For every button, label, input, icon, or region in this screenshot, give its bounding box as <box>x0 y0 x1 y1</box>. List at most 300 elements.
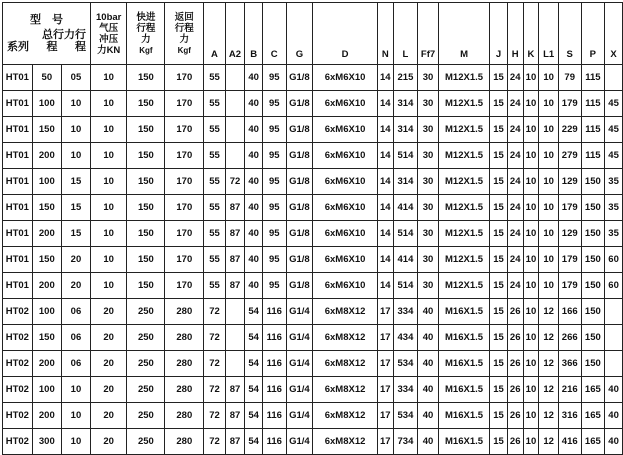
cell-L: 514 <box>393 143 418 169</box>
cell-series: HT02 <box>3 299 33 325</box>
cell-A2: 87 <box>225 221 245 247</box>
cell-H: 26 <box>507 429 523 455</box>
cell-L: 534 <box>393 403 418 429</box>
cell-return-kgf: 280 <box>165 403 204 429</box>
cell-pressure-kn: 10 <box>90 169 126 195</box>
cell-fast-kgf: 150 <box>127 221 165 247</box>
cell-A: 55 <box>204 169 225 195</box>
cell-return-kgf: 170 <box>165 65 204 91</box>
cell-total-stroke: 100 <box>32 91 61 117</box>
cell-H: 24 <box>507 143 523 169</box>
cell-K: 10 <box>523 195 539 221</box>
cell-L: 334 <box>393 299 418 325</box>
cell-S: 179 <box>558 91 581 117</box>
cell-D: 6xM8X12 <box>313 351 378 377</box>
cell-force-stroke: 10 <box>61 143 90 169</box>
cell-L1: 10 <box>539 247 559 273</box>
cell-total-stroke: 150 <box>32 247 61 273</box>
cell-B: 40 <box>245 273 263 299</box>
cell-fast-kgf: 150 <box>127 143 165 169</box>
cell-X: 40 <box>605 377 623 403</box>
cell-A2 <box>225 143 245 169</box>
cell-series: HT01 <box>3 117 33 143</box>
cell-D: 6xM8X12 <box>313 299 378 325</box>
cell-K: 10 <box>523 143 539 169</box>
cell-A: 72 <box>204 429 225 455</box>
cell-G: G1/4 <box>286 429 313 455</box>
cell-force-stroke: 10 <box>61 429 90 455</box>
cell-P: 150 <box>581 247 605 273</box>
dim-header-S: S <box>558 3 581 65</box>
cell-K: 10 <box>523 377 539 403</box>
cell-A2 <box>225 117 245 143</box>
cell-A: 72 <box>204 299 225 325</box>
table-row <box>3 403 623 429</box>
cell-S: 279 <box>558 143 581 169</box>
cell-C: 116 <box>262 299 286 325</box>
cell-fast-kgf: 150 <box>127 91 165 117</box>
cell-C: 95 <box>262 221 286 247</box>
cell-A2: 87 <box>225 429 245 455</box>
cell-A: 55 <box>204 91 225 117</box>
cell-A2: 87 <box>225 195 245 221</box>
cell-return-kgf: 280 <box>165 351 204 377</box>
cell-series: HT01 <box>3 65 33 91</box>
cell-force-stroke: 20 <box>61 247 90 273</box>
cell-force-stroke: 20 <box>61 273 90 299</box>
cell-J: 15 <box>490 429 508 455</box>
cell-return-kgf: 280 <box>165 325 204 351</box>
cell-M: M16X1.5 <box>438 299 489 325</box>
cell-J: 15 <box>490 169 508 195</box>
table-row <box>3 195 623 221</box>
cell-P: 115 <box>581 91 605 117</box>
cell-P: 115 <box>581 65 605 91</box>
cell-P: 165 <box>581 403 605 429</box>
total-stroke-label-bot: 程 <box>46 40 58 53</box>
cell-G: G1/8 <box>286 117 313 143</box>
cell-C: 95 <box>262 143 286 169</box>
cell-Ff7: 30 <box>418 247 439 273</box>
cell-P: 150 <box>581 299 605 325</box>
cell-B: 40 <box>245 117 263 143</box>
cell-G: G1/8 <box>286 247 313 273</box>
cell-L1: 10 <box>539 273 559 299</box>
cell-A: 55 <box>204 221 225 247</box>
cell-K: 10 <box>523 169 539 195</box>
cell-H: 26 <box>507 351 523 377</box>
cell-total-stroke: 50 <box>32 65 61 91</box>
cell-total-stroke: 200 <box>32 403 61 429</box>
cell-G: G1/8 <box>286 221 313 247</box>
cell-J: 15 <box>490 403 508 429</box>
cell-series: HT02 <box>3 429 33 455</box>
cell-fast-kgf: 150 <box>127 247 165 273</box>
cell-L: 514 <box>393 221 418 247</box>
cell-series: HT02 <box>3 351 33 377</box>
cell-Ff7: 40 <box>418 377 439 403</box>
cell-P: 150 <box>581 325 605 351</box>
cell-A: 55 <box>204 247 225 273</box>
cell-B: 40 <box>245 65 263 91</box>
cell-force-stroke: 15 <box>61 221 90 247</box>
cell-force-stroke: 10 <box>61 117 90 143</box>
cell-L1: 10 <box>539 117 559 143</box>
cell-H: 24 <box>507 169 523 195</box>
cell-H: 24 <box>507 273 523 299</box>
cell-J: 15 <box>490 377 508 403</box>
cell-G: G1/4 <box>286 377 313 403</box>
cell-K: 10 <box>523 325 539 351</box>
cell-K: 10 <box>523 221 539 247</box>
cell-total-stroke: 150 <box>32 195 61 221</box>
cell-Ff7: 30 <box>418 117 439 143</box>
cell-B: 40 <box>245 169 263 195</box>
cell-B: 54 <box>245 325 263 351</box>
cell-A: 72 <box>204 403 225 429</box>
cell-M: M12X1.5 <box>438 169 489 195</box>
cell-D: 6xM6X10 <box>313 273 378 299</box>
cell-X: 45 <box>605 117 623 143</box>
cell-Ff7: 40 <box>418 351 439 377</box>
cell-pressure-kn: 10 <box>90 273 126 299</box>
total-stroke-label-top: 总行 <box>41 28 64 41</box>
cell-return-kgf: 170 <box>165 195 204 221</box>
cell-X: 45 <box>605 143 623 169</box>
cell-X: 40 <box>605 403 623 429</box>
cell-S: 179 <box>558 195 581 221</box>
cell-S: 216 <box>558 377 581 403</box>
cell-N: 14 <box>377 117 393 143</box>
cell-pressure-kn: 20 <box>90 325 126 351</box>
cell-fast-kgf: 150 <box>127 117 165 143</box>
dim-header-L: L <box>393 3 418 65</box>
dim-header-A2: A2 <box>225 3 245 65</box>
cell-X <box>605 299 623 325</box>
cell-N: 17 <box>377 351 393 377</box>
cell-J: 15 <box>490 195 508 221</box>
cell-series: HT01 <box>3 143 33 169</box>
cell-pressure-kn: 10 <box>90 117 126 143</box>
cell-Ff7: 40 <box>418 299 439 325</box>
dim-header-H: H <box>507 3 523 65</box>
cell-L: 534 <box>393 351 418 377</box>
cell-C: 116 <box>262 325 286 351</box>
cell-fast-kgf: 150 <box>127 169 165 195</box>
cell-total-stroke: 200 <box>32 143 61 169</box>
cell-J: 15 <box>490 351 508 377</box>
cell-L: 314 <box>393 117 418 143</box>
cell-force-stroke: 06 <box>61 299 90 325</box>
cell-G: G1/8 <box>286 91 313 117</box>
cell-return-kgf: 170 <box>165 221 204 247</box>
cell-total-stroke: 100 <box>32 169 61 195</box>
cell-P: 150 <box>581 195 605 221</box>
cell-A: 55 <box>204 273 225 299</box>
cell-A: 55 <box>204 65 225 91</box>
table-row <box>3 377 623 403</box>
cell-G: G1/8 <box>286 195 313 221</box>
return-stroke-header <box>165 3 204 65</box>
cell-C: 95 <box>262 195 286 221</box>
cell-K: 10 <box>523 65 539 91</box>
cell-return-kgf: 170 <box>165 247 204 273</box>
cell-N: 14 <box>377 221 393 247</box>
cell-series: HT01 <box>3 169 33 195</box>
cell-B: 40 <box>245 91 263 117</box>
cell-fast-kgf: 250 <box>127 403 165 429</box>
table-row <box>3 273 623 299</box>
table-row <box>3 299 623 325</box>
fast-line-4: Kgf <box>139 45 153 55</box>
cell-G: G1/8 <box>286 65 313 91</box>
cell-N: 17 <box>377 403 393 429</box>
cell-H: 26 <box>507 325 523 351</box>
cell-S: 416 <box>558 429 581 455</box>
cell-A: 55 <box>204 117 225 143</box>
cell-S: 179 <box>558 247 581 273</box>
dim-header-M: M <box>438 3 489 65</box>
cell-A2 <box>225 91 245 117</box>
cell-N: 14 <box>377 169 393 195</box>
cell-S: 366 <box>558 351 581 377</box>
cell-S: 316 <box>558 403 581 429</box>
table-row <box>3 221 623 247</box>
dim-header-K: K <box>523 3 539 65</box>
cell-S: 229 <box>558 117 581 143</box>
cell-pressure-kn: 10 <box>90 195 126 221</box>
cell-D: 6xM6X10 <box>313 65 378 91</box>
cell-M: M12X1.5 <box>438 247 489 273</box>
cell-series: HT01 <box>3 195 33 221</box>
cell-X: 35 <box>605 169 623 195</box>
cell-X <box>605 65 623 91</box>
cell-return-kgf: 170 <box>165 143 204 169</box>
model-label: 型 号 <box>29 13 63 26</box>
table-row <box>3 143 623 169</box>
cell-fast-kgf: 150 <box>127 65 165 91</box>
cell-L1: 10 <box>539 221 559 247</box>
cell-B: 40 <box>245 195 263 221</box>
cell-M: M16X1.5 <box>438 351 489 377</box>
pressure-line-2: 气压 <box>99 22 119 34</box>
table-row <box>3 91 623 117</box>
cell-series: HT01 <box>3 273 33 299</box>
cell-N: 14 <box>377 91 393 117</box>
cell-L1: 12 <box>539 299 559 325</box>
model-header <box>3 3 91 65</box>
cell-A2: 87 <box>225 273 245 299</box>
cell-return-kgf: 170 <box>165 91 204 117</box>
cell-return-kgf: 170 <box>165 273 204 299</box>
cell-M: M12X1.5 <box>438 91 489 117</box>
cell-S: 129 <box>558 221 581 247</box>
cell-pressure-kn: 10 <box>90 91 126 117</box>
cell-L1: 12 <box>539 377 559 403</box>
cell-H: 24 <box>507 117 523 143</box>
dim-header-C: C <box>262 3 286 65</box>
cell-Ff7: 40 <box>418 429 439 455</box>
cell-C: 95 <box>262 91 286 117</box>
cell-force-stroke: 05 <box>61 65 90 91</box>
cell-H: 24 <box>507 221 523 247</box>
table-row <box>3 325 623 351</box>
cell-K: 10 <box>523 429 539 455</box>
cell-total-stroke: 300 <box>32 429 61 455</box>
cell-return-kgf: 170 <box>165 117 204 143</box>
cell-Ff7: 30 <box>418 91 439 117</box>
cell-J: 15 <box>490 325 508 351</box>
cell-P: 115 <box>581 117 605 143</box>
cell-L1: 10 <box>539 65 559 91</box>
cell-L: 334 <box>393 377 418 403</box>
spec-table <box>2 2 623 455</box>
cell-pressure-kn: 10 <box>90 143 126 169</box>
cell-M: M12X1.5 <box>438 195 489 221</box>
table-body <box>3 3 623 455</box>
fast-line-2: 行程 <box>136 22 156 34</box>
header-row <box>3 3 623 65</box>
cell-M: M12X1.5 <box>438 143 489 169</box>
cell-N: 14 <box>377 273 393 299</box>
cell-total-stroke: 100 <box>32 299 61 325</box>
cell-A2 <box>225 325 245 351</box>
cell-fast-kgf: 150 <box>127 195 165 221</box>
cell-J: 15 <box>490 247 508 273</box>
cell-P: 150 <box>581 351 605 377</box>
cell-total-stroke: 200 <box>32 351 61 377</box>
cell-L: 314 <box>393 169 418 195</box>
cell-A: 55 <box>204 195 225 221</box>
cell-Ff7: 30 <box>418 65 439 91</box>
cell-force-stroke: 10 <box>61 377 90 403</box>
cell-pressure-kn: 10 <box>90 221 126 247</box>
cell-P: 115 <box>581 143 605 169</box>
cell-H: 24 <box>507 65 523 91</box>
cell-total-stroke: 150 <box>32 117 61 143</box>
cell-L: 734 <box>393 429 418 455</box>
cell-N: 17 <box>377 299 393 325</box>
cell-H: 24 <box>507 195 523 221</box>
cell-N: 17 <box>377 429 393 455</box>
cell-N: 17 <box>377 325 393 351</box>
cell-B: 40 <box>245 143 263 169</box>
cell-fast-kgf: 250 <box>127 429 165 455</box>
cell-G: G1/4 <box>286 325 313 351</box>
cell-A: 72 <box>204 351 225 377</box>
cell-A: 55 <box>204 143 225 169</box>
cell-L1: 10 <box>539 169 559 195</box>
cell-P: 150 <box>581 169 605 195</box>
cell-D: 6xM8X12 <box>313 325 378 351</box>
cell-X: 40 <box>605 429 623 455</box>
cell-pressure-kn: 10 <box>90 247 126 273</box>
dim-header-J: J <box>490 3 508 65</box>
cell-D: 6xM8X12 <box>313 403 378 429</box>
cell-pressure-kn: 20 <box>90 351 126 377</box>
cell-H: 26 <box>507 299 523 325</box>
cell-D: 6xM6X10 <box>313 169 378 195</box>
cell-K: 10 <box>523 273 539 299</box>
cell-S: 166 <box>558 299 581 325</box>
cell-B: 54 <box>245 429 263 455</box>
cell-L1: 12 <box>539 429 559 455</box>
table-row <box>3 65 623 91</box>
cell-force-stroke: 15 <box>61 195 90 221</box>
cell-H: 24 <box>507 91 523 117</box>
cell-J: 15 <box>490 221 508 247</box>
cell-X: 35 <box>605 221 623 247</box>
cell-D: 6xM6X10 <box>313 221 378 247</box>
cell-C: 95 <box>262 65 286 91</box>
return-line-3: 力 <box>179 33 190 45</box>
cell-L: 414 <box>393 195 418 221</box>
dim-header-B: B <box>245 3 263 65</box>
return-line-1: 返回 <box>174 11 194 23</box>
cell-G: G1/4 <box>286 299 313 325</box>
cell-force-stroke: 10 <box>61 403 90 429</box>
cell-X: 60 <box>605 273 623 299</box>
cell-A2: 87 <box>225 377 245 403</box>
cell-A2 <box>225 65 245 91</box>
cell-X: 35 <box>605 195 623 221</box>
cell-K: 10 <box>523 117 539 143</box>
fast-stroke-header <box>127 3 165 65</box>
cell-series: HT02 <box>3 403 33 429</box>
cell-L: 314 <box>393 91 418 117</box>
cell-A2: 87 <box>225 247 245 273</box>
cell-A2: 72 <box>225 169 245 195</box>
cell-K: 10 <box>523 299 539 325</box>
cell-J: 15 <box>490 65 508 91</box>
cell-S: 129 <box>558 169 581 195</box>
cell-fast-kgf: 250 <box>127 351 165 377</box>
cell-M: M16X1.5 <box>438 403 489 429</box>
cell-B: 54 <box>245 403 263 429</box>
cell-G: G1/8 <box>286 169 313 195</box>
cell-H: 26 <box>507 403 523 429</box>
cell-M: M16X1.5 <box>438 325 489 351</box>
cell-K: 10 <box>523 91 539 117</box>
cell-total-stroke: 150 <box>32 325 61 351</box>
cell-G: G1/8 <box>286 273 313 299</box>
cell-P: 150 <box>581 273 605 299</box>
cell-S: 79 <box>558 65 581 91</box>
cell-J: 15 <box>490 143 508 169</box>
cell-P: 150 <box>581 221 605 247</box>
dim-header-Ff7: Ff7 <box>418 3 439 65</box>
cell-K: 10 <box>523 403 539 429</box>
cell-N: 14 <box>377 195 393 221</box>
pressure-line-3: 冲压 <box>99 33 119 45</box>
cell-L: 434 <box>393 325 418 351</box>
cell-series: HT01 <box>3 91 33 117</box>
cell-J: 15 <box>490 299 508 325</box>
cell-A2 <box>225 299 245 325</box>
cell-L1: 10 <box>539 143 559 169</box>
cell-K: 10 <box>523 351 539 377</box>
cell-C: 116 <box>262 403 286 429</box>
cell-pressure-kn: 20 <box>90 377 126 403</box>
cell-L1: 12 <box>539 403 559 429</box>
cell-L: 215 <box>393 65 418 91</box>
cell-L: 414 <box>393 247 418 273</box>
cell-return-kgf: 280 <box>165 377 204 403</box>
cell-D: 6xM6X10 <box>313 143 378 169</box>
cell-fast-kgf: 250 <box>127 377 165 403</box>
cell-series: HT02 <box>3 377 33 403</box>
cell-C: 116 <box>262 351 286 377</box>
